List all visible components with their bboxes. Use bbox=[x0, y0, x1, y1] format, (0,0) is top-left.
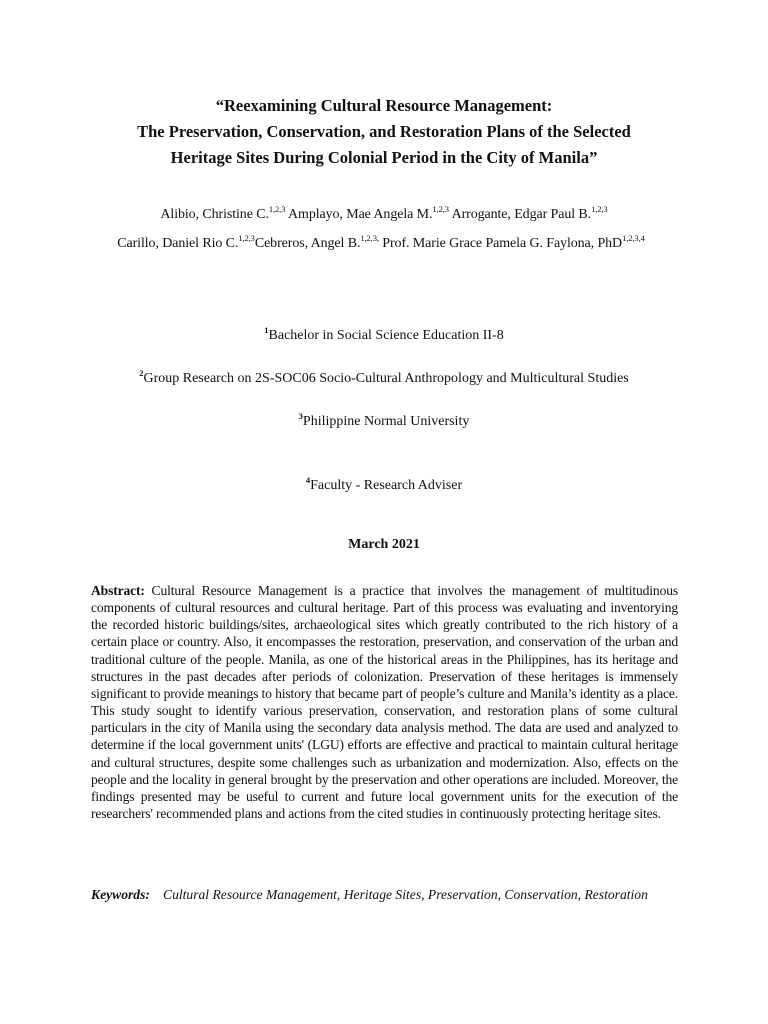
author-name: Carillo, Daniel Rio C. bbox=[117, 236, 239, 251]
abstract-label: Abstract: bbox=[91, 583, 145, 598]
affiliation-2 bbox=[0, 368, 768, 387]
affiliation-text: Philippine Normal University bbox=[302, 414, 470, 429]
keywords-label: Keywords: bbox=[91, 887, 150, 902]
affiliation-text: Group Research on 2S-SOC06 Socio-Cultural Anthropology and Multicultural Studies bbox=[143, 371, 629, 386]
author-affiliation-sup: 1,2,3,4 bbox=[622, 233, 645, 243]
author-name: Prof. Marie Grace Pamela G. Faylona, PhD bbox=[382, 236, 623, 251]
author-affiliation-sup: 1,2,3 bbox=[432, 204, 449, 214]
author-name: Arrogante, Edgar Paul B. bbox=[451, 207, 592, 222]
affiliation-number: 4 bbox=[305, 475, 311, 485]
author-affiliation-sup: 1,2,3 bbox=[238, 233, 255, 243]
affiliation-4 bbox=[0, 475, 768, 494]
author-affiliation-sup: 1,2,3, bbox=[360, 233, 379, 243]
abstract-paragraph bbox=[91, 582, 678, 822]
publication-date: March 2021 bbox=[348, 537, 420, 552]
title-line-2: The Preservation, Conservation, and Restoration Plans of the Selected bbox=[137, 122, 631, 141]
keywords-text: Cultural Resource Management, Heritage Sites, Preservation, Conservation, Restoration bbox=[163, 887, 648, 902]
author-name: Cebreros, Angel B. bbox=[254, 236, 361, 251]
affiliation-number: 1 bbox=[264, 325, 269, 335]
title-line-3: Heritage Sites During Colonial Period in the City of Manila” bbox=[170, 148, 598, 167]
affiliation-text: Faculty - Research Adviser bbox=[310, 478, 463, 493]
authors-line-2 bbox=[0, 233, 768, 252]
abstract-text: Cultural Resource Management is a practice that involves the management of multitudinous components of cultural resources and cultural heritage. Part of this process was evaluating and inventorying the recorded historic buildings/sites, archaeological sites which greatly contributed to the rich history of a certain place or country. Also, it encompasses the restoration, preservation, and conservation of the urban and traditional culture of the people. Manila, as one of the historical areas in the Philippines, has its heritage and structures in the past decades after periods of colonization. Preservation of these heritages is immensely significant to provide meanings to history that became part of people’s culture and Manila’s identity as a place. This study sought to identify various preservation, conservation, and restoration plans of some cultural particulars in the city of Manila using the secondary data analysis method. The data are used and analyzed to determine if the local government units' (LGU) efforts are effective and practical to maintain cultural heritage and cultural structures, despite some challenges such as urbanization and modernization. Also, effects on the people and the locality in general brought by the preservation and other operations are included. Moreover, the findings presented may be useful to current and future local government units for the execution of the researchers' recommended plans and actions from the cited studies in continuously protecting heritage sites. bbox=[91, 583, 679, 822]
author-name: Amplayo, Mae Angela M. bbox=[288, 207, 433, 222]
author-affiliation-sup: 1,2,3 bbox=[591, 204, 608, 214]
authors-line-1 bbox=[0, 204, 768, 223]
paper-title bbox=[0, 93, 768, 171]
affiliation-number: 3 bbox=[298, 411, 303, 421]
affiliation-1 bbox=[0, 325, 768, 344]
title-line-1: “Reexamining Cultural Resource Management: bbox=[215, 96, 553, 115]
author-affiliation-sup: 1,2,3 bbox=[268, 204, 286, 214]
affiliation-text: Bachelor in Social Science Education II-8 bbox=[268, 328, 504, 343]
keywords-section bbox=[91, 886, 678, 904]
affiliation-3 bbox=[0, 411, 768, 430]
affiliation-number: 2 bbox=[139, 368, 144, 378]
author-name: Alibio, Christine C. bbox=[160, 207, 269, 222]
